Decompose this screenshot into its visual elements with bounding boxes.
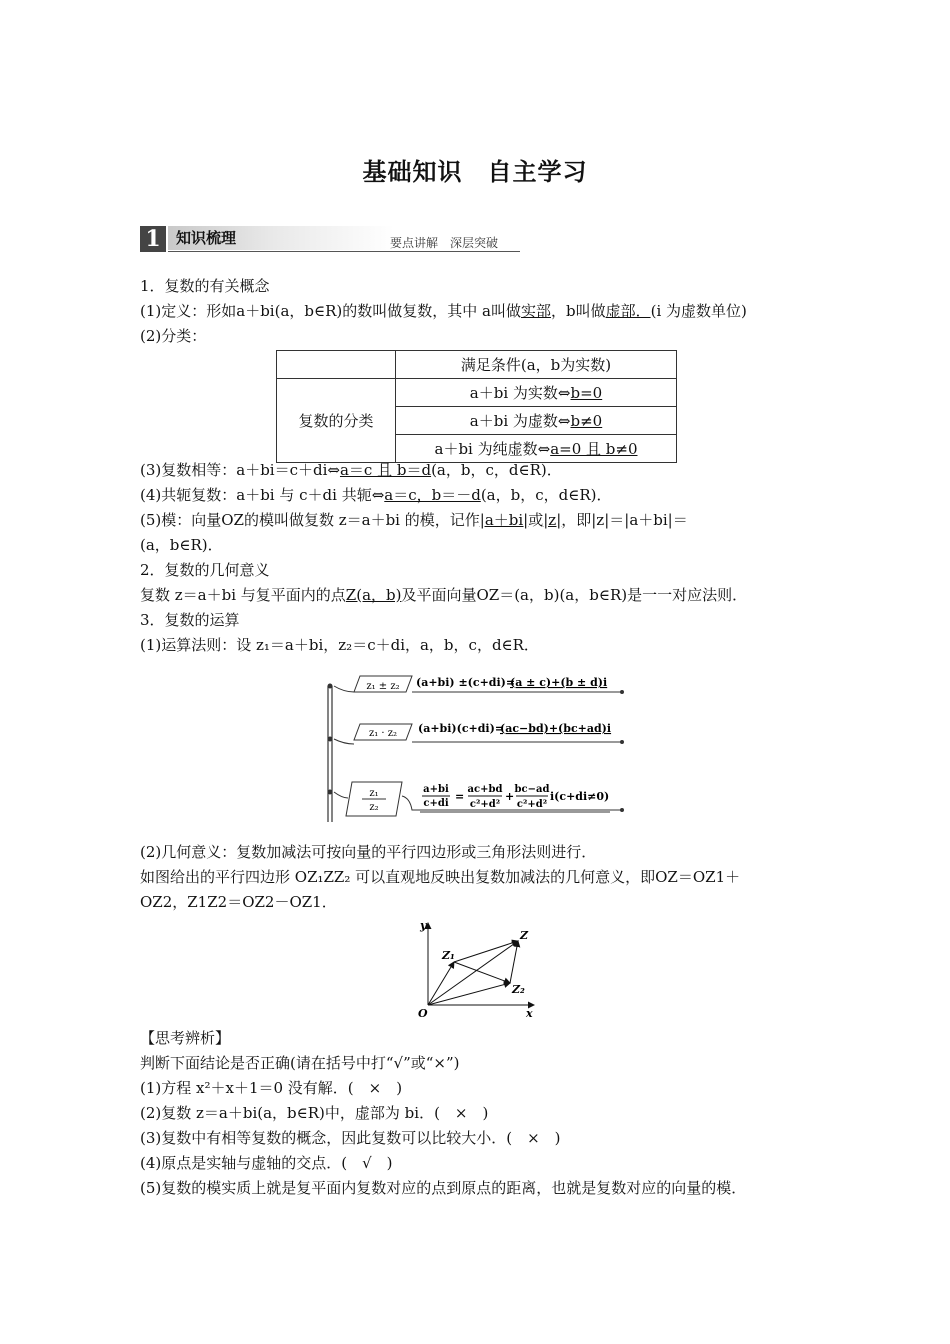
equality-suffix: (a，b，c，d∈R)．: [431, 461, 562, 479]
table-header: 满足条件(a，b为实数): [396, 351, 677, 379]
cell-answer: a=0 且 b≠0: [550, 440, 638, 458]
section-number: 1: [140, 226, 166, 252]
modulus-answer-1: |a＋bi|: [479, 511, 529, 529]
conjugate-suffix: (a，b，c，d∈R)．: [480, 486, 612, 504]
vector-oz1: [428, 962, 454, 1005]
geometric-answer: Z(a，b): [345, 586, 402, 604]
modulus-suffix: ，即|z|＝|a＋bi|＝: [561, 511, 688, 529]
table-cell: [396, 435, 677, 463]
op2-end-dot: [620, 740, 624, 744]
answer-real-part: 实部: [520, 302, 551, 320]
table-corner: [277, 351, 396, 379]
section-divider: [168, 251, 520, 252]
conjugate-prefix: (4)共轭复数：a＋bi 与 c＋di 共轭⇔: [140, 486, 385, 504]
definition-prefix: (1)定义：形如: [140, 302, 237, 320]
op3-tail: i(c+di≠0): [550, 790, 610, 803]
cell-answer: b=0: [570, 384, 603, 402]
table-cell: [396, 407, 677, 435]
answer-imag-part: 虚部．: [605, 302, 651, 320]
modulus-or: 或: [528, 511, 544, 529]
think-item: (1)方程 x²＋x＋1＝0 没有解．( × ): [140, 1079, 403, 1097]
table-row: [277, 379, 677, 407]
vector-z1z: [454, 941, 518, 962]
x-axis-label: x: [526, 1007, 533, 1020]
section-title: 知识梳理: [168, 226, 394, 250]
op3-plus: +: [505, 790, 515, 803]
bracket-dot: [328, 790, 333, 795]
equality-prefix: (3)复数相等：a＋bi＝c＋di⇔: [140, 461, 340, 479]
connector: [334, 792, 348, 798]
definition-note: (i 为虚数单位): [650, 302, 747, 320]
op1-rhs: (a ± c)+(b ± d)i: [510, 676, 608, 689]
think-item: (3)复数中有相等复数的概念，因此复数可以比较大小．( × ): [140, 1129, 561, 1147]
definition-mid: ，b叫做: [550, 302, 606, 320]
think-item: (2)复数 z＝a＋bi(a，b∈R)中，虚部为 bi．( × ): [140, 1104, 489, 1122]
conjugate-line: [140, 485, 611, 505]
think-heading: 【思考辨析】: [140, 1029, 231, 1047]
bracket-dot: [328, 684, 333, 689]
table-row-label: 复数的分类: [277, 379, 396, 463]
cell-text: a＋bi 为纯虚数⇔: [434, 440, 551, 458]
point-z-label: Z: [520, 929, 529, 942]
bracket-dot: [328, 737, 333, 742]
connector: [334, 739, 354, 744]
point-z1-label: Z₁: [442, 949, 455, 962]
operations-diagram: [320, 670, 640, 830]
op1-end-dot: [620, 690, 624, 694]
op3-f1-den: c+di: [423, 798, 449, 809]
classify-label: (2)分类：: [140, 327, 207, 345]
cell-answer: b≠0: [570, 412, 603, 430]
op3-f1-num: a+bi: [423, 784, 449, 795]
heading-concepts: 1．复数的有关概念: [140, 277, 270, 295]
op1-lhs: (a+bi) ±(c+di)=: [416, 676, 516, 689]
op3-num: z₁: [369, 788, 379, 799]
geometric-suffix: 及平面向量OZ＝(a，b)(a，b∈R)是一一对应法则．: [401, 586, 748, 604]
op3-f2-num: ac+bd: [467, 784, 503, 795]
table-cell: [396, 379, 677, 407]
op3-f3-num: bc−ad: [514, 784, 550, 795]
think-item: (4)原点是实轴与虚轴的交点．( √ ): [140, 1154, 393, 1172]
op3-f3-den: c²+d²: [516, 799, 548, 810]
y-axis-label: y: [420, 919, 427, 932]
definition-line: [140, 301, 747, 321]
table-row: [277, 351, 677, 379]
op2-rhs: (ac−bd)+(bc+ad)i: [500, 722, 612, 735]
modulus-answer-2: |z|: [543, 511, 562, 529]
geometric-line: [140, 585, 747, 605]
cell-text: a＋bi 为实数⇔: [469, 384, 571, 402]
op1-label: z₁ ± z₂: [366, 681, 400, 692]
geometric-prefix: 复数 z＝a＋bi 与复平面内的点: [140, 586, 346, 604]
vector-z1z2: [454, 962, 510, 983]
operation-rules: (1)运算法则：设 z₁＝a＋bi，z₂＝c＋di，a，b，c，d∈R．: [140, 636, 539, 654]
equality-line: [140, 460, 562, 480]
conjugate-answer: a＝c，b＝－d: [384, 486, 481, 504]
vector-z2z: [510, 941, 518, 983]
think-intro: 判断下面结论是否正确(请在括号中打“√”或“×”): [140, 1054, 460, 1072]
op3-den: z₂: [369, 802, 379, 813]
point-z2-label: Z₂: [512, 983, 525, 996]
cell-text: a＋bi 为虚数⇔: [469, 412, 571, 430]
parallelogram-line: 如图给出的平行四边形 OZ₁ZZ₂ 可以直观地反映出复数加减法的几何意义，即OZ＝OZ1＋: [140, 868, 741, 886]
op2-label: z₁ · z₂: [368, 728, 398, 739]
equality-answer: a＝c 且 b＝d: [339, 461, 432, 479]
modulus-line-2: (a，b∈R)．: [140, 536, 223, 554]
page-title: 基础知识 自主学习: [362, 158, 588, 186]
connector: [334, 686, 354, 692]
parallelogram-figure: [410, 915, 540, 1020]
section-subtitle: 要点讲解 深层突破: [390, 236, 499, 250]
parallelogram-line-2: OZ2，Z1Z2＝OZ2－OZ1．: [140, 893, 337, 911]
op3-end-dot: [620, 808, 624, 812]
think-item: (5)复数的模实质上就是复平面内复数对应的点到原点的距离，也就是复数对应的向量的模．: [140, 1179, 747, 1197]
classification-table: [276, 350, 677, 463]
origin-label: O: [418, 1007, 428, 1020]
op3-f2-den: c²+d²: [469, 799, 501, 810]
modulus-line: [140, 510, 688, 530]
definition-body: a＋bi(a，b∈R)的数叫做复数，其中 a叫做: [236, 302, 521, 320]
section-header: [140, 226, 520, 252]
geometric-meaning: (2)几何意义：复数加减法可按向量的平行四边形或三角形法则进行．: [140, 843, 597, 861]
op3-equals: =: [455, 790, 465, 803]
modulus-prefix: (5)模：向量OZ的模叫做复数 z＝a＋bi 的模，记作: [140, 511, 480, 529]
vector-oz2: [428, 983, 510, 1005]
op2-lhs: (a+bi)(c+di)=: [418, 722, 505, 735]
heading-geometric: 2．复数的几何意义: [140, 561, 270, 579]
heading-operations: 3．复数的运算: [140, 611, 240, 629]
